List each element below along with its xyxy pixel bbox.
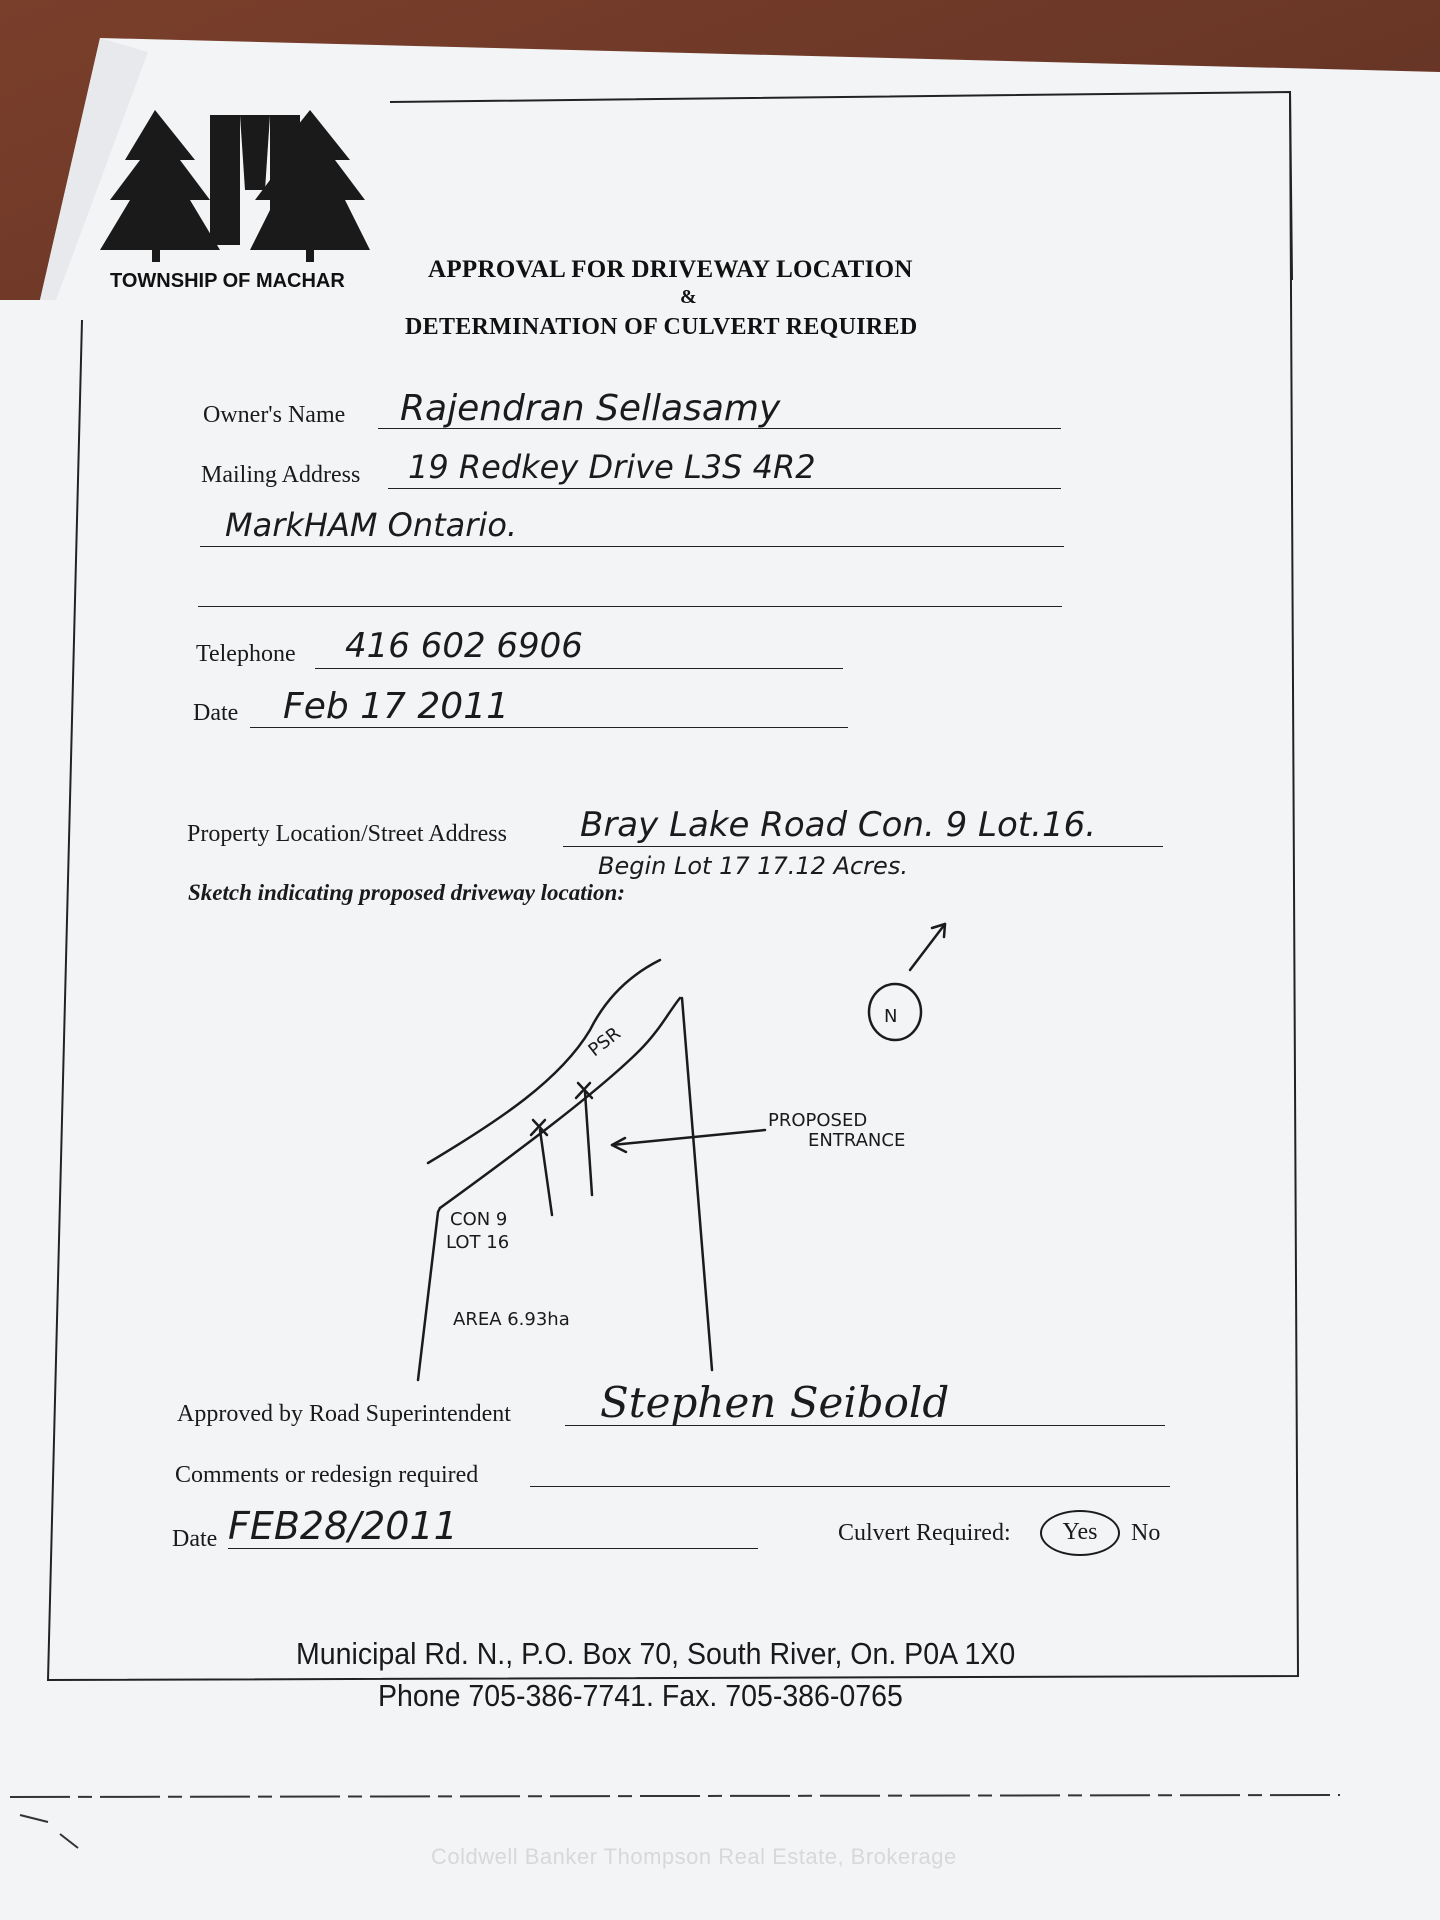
date-line — [250, 727, 848, 728]
address-line2-value[interactable]: MarkHAM Ontario. — [225, 506, 518, 544]
property-location-value[interactable]: Bray Lake Road Con. 9 Lot.16. — [580, 805, 1097, 845]
sketch-entrance-label-2: ENTRANCE — [808, 1130, 906, 1151]
sketch-north-label: N — [884, 1006, 898, 1027]
address-line-3 — [198, 606, 1062, 607]
sketch-lot-label-2: LOT 16 — [446, 1232, 510, 1253]
comments-line — [530, 1486, 1170, 1487]
date-value[interactable]: Feb 17 2011 — [283, 686, 510, 727]
telephone-line — [315, 668, 843, 669]
address-line-2 — [200, 546, 1064, 547]
address-line1-value[interactable]: 19 Redkey Drive L3S 4R2 — [408, 448, 816, 486]
property-location-label: Property Location/Street Address — [187, 821, 507, 847]
footer-phone: Phone 705-386-7741. Fax. 705-386-0765 — [378, 1678, 903, 1713]
logo-caption: TOWNSHIP OF MACHAR — [110, 270, 345, 292]
property-location-sub[interactable]: Begin Lot 17 17.12 Acres. — [598, 852, 908, 880]
mailing-address-label: Mailing Address — [201, 462, 361, 488]
property-location-line — [563, 846, 1163, 847]
township-logo — [100, 100, 370, 270]
address-line-1 — [388, 488, 1061, 489]
approval-date-value[interactable]: FEB28/2011 — [228, 1504, 458, 1548]
comments-label: Comments or redesign required — [175, 1462, 479, 1488]
superintendent-signature[interactable]: Stephen Seibold — [600, 1378, 950, 1427]
approval-date-line — [228, 1548, 758, 1549]
owner-name-value[interactable]: Rajendran Sellasamy — [400, 388, 781, 429]
sketch-entrance-label-1: PROPOSED — [768, 1110, 868, 1131]
tree-logo-icon — [100, 100, 370, 270]
sketch-label: Sketch indicating proposed driveway location: — [188, 880, 625, 905]
culvert-no-option[interactable]: No — [1131, 1520, 1161, 1546]
form-title-line1: APPROVAL FOR DRIVEWAY LOCATION — [428, 256, 913, 283]
form-title-line2: DETERMINATION OF CULVERT REQUIRED — [405, 314, 918, 340]
telephone-label: Telephone — [196, 641, 296, 667]
culvert-yes-option[interactable] — [1040, 1510, 1120, 1556]
telephone-value[interactable]: 416 602 6906 — [345, 626, 583, 666]
culvert-required-label: Culvert Required: — [838, 1520, 1011, 1546]
approved-by-label: Approved by Road Superintendent — [177, 1401, 511, 1427]
approval-date-label: Date — [172, 1526, 218, 1552]
brokerage-watermark: Coldwell Banker Thompson Real Estate, Brokerage — [431, 1844, 957, 1869]
sketch-area-label: AREA 6.93ha — [453, 1309, 570, 1330]
sketch-road-label: PSR — [584, 1023, 625, 1062]
date-label: Date — [193, 700, 239, 726]
form-title-ampersand: & — [680, 286, 697, 308]
footer-address: Municipal Rd. N., P.O. Box 70, South River, On. P0A 1X0 — [296, 1636, 1016, 1671]
owner-name-label: Owner's Name — [203, 402, 346, 428]
sketch-lot-label-1: CON 9 — [450, 1209, 508, 1230]
culvert-yes-label: Yes — [1062, 1519, 1098, 1545]
